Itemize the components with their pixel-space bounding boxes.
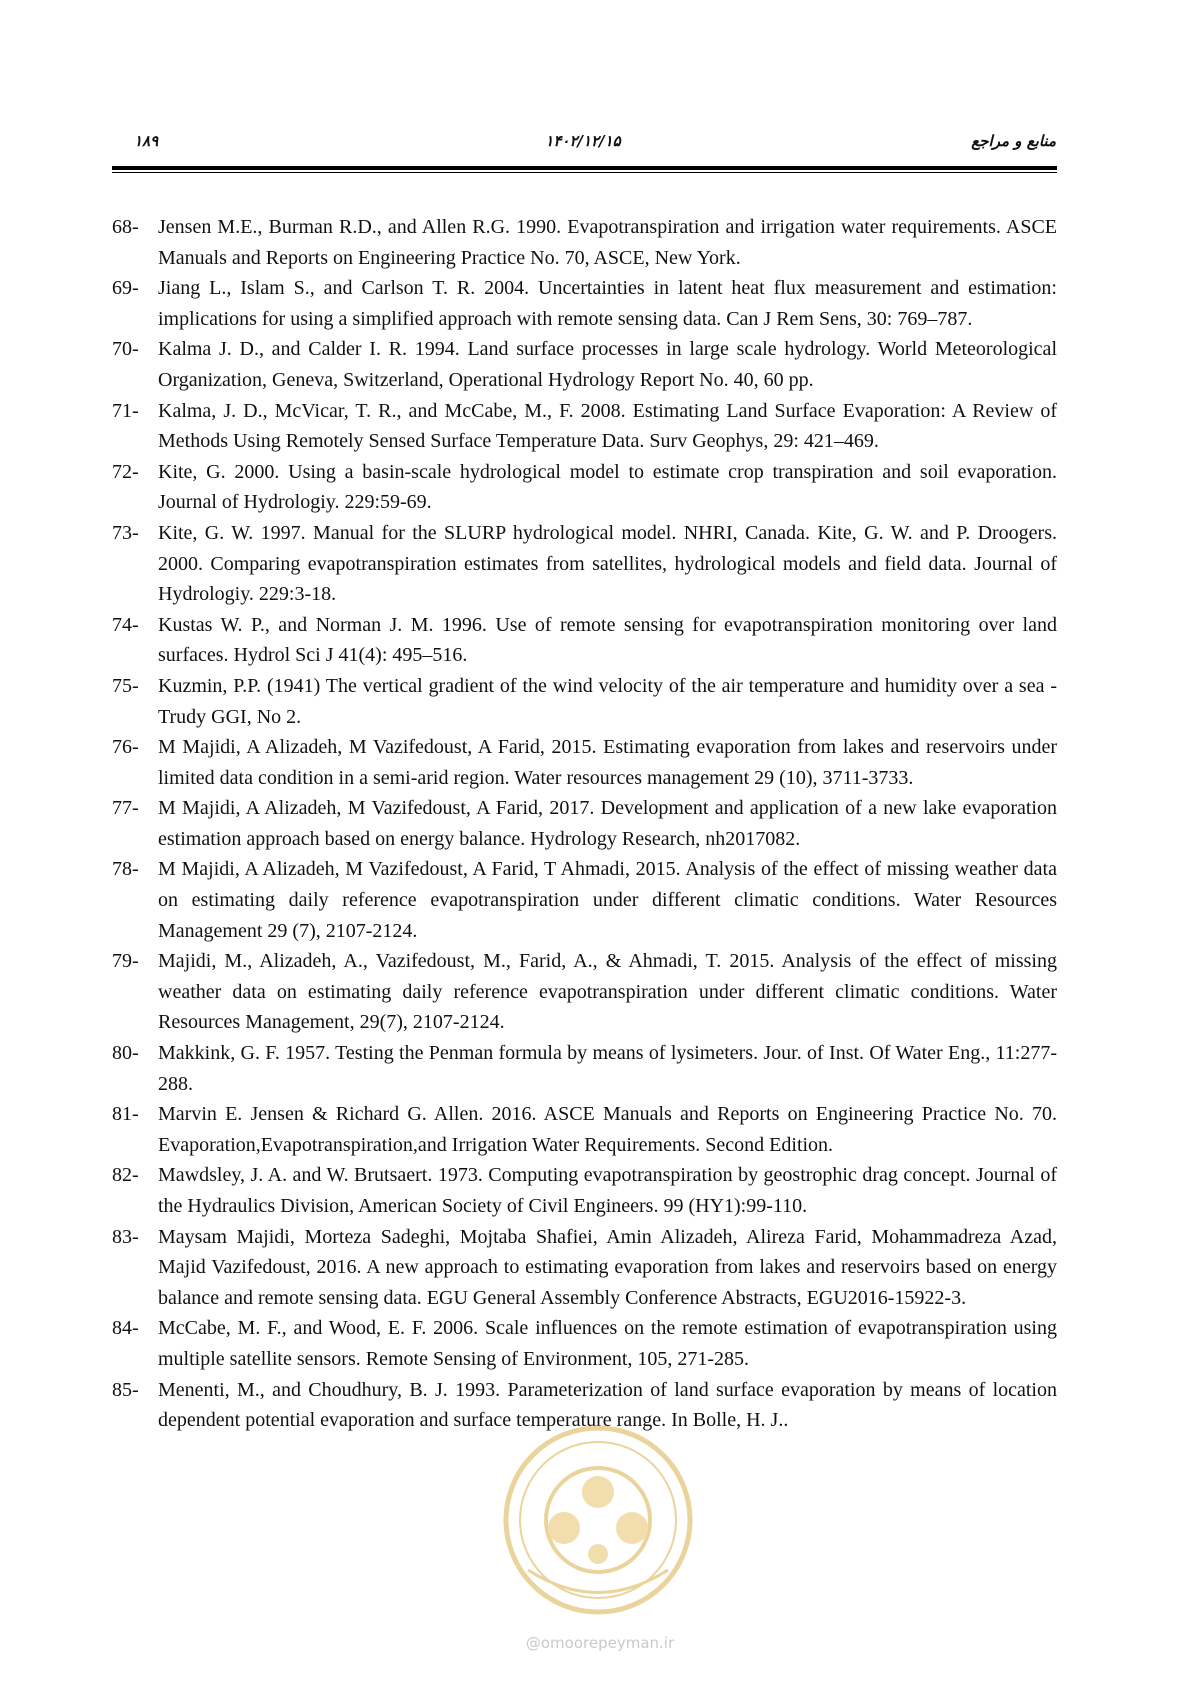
reference-number: 69- xyxy=(112,277,139,300)
reference-text: Makkink, G. F. 1957. Testing the Penman formula by means of lysimeters. Jour. of Inst. Of Water Eng., 11:277-288. xyxy=(158,1042,1057,1095)
reference-text: Kustas W. P., and Norman J. M. 1996. Use of remote sensing for evapotranspiration monitoring over land surfaces. Hydrol Sci J 41(4): 495–516. xyxy=(158,613,1057,667)
reference-text: Menenti, M., and Choudhury, B. J. 1993. Parameterization of land surface evaporation by means of location dependent potential evaporation and surface temperature range. In Bolle, H. J.. xyxy=(158,1378,1057,1432)
reference-item xyxy=(112,1099,1057,1160)
reference-number: 78- xyxy=(112,858,139,881)
reference-text: M Majidi, A Alizadeh, M Vazifedoust, A Farid, T Ahmadi, 2015. Analysis of the effect of missing weather data on estimating daily reference evapotranspiration under different climatic conditions. Water Resources Management 29 (7), 2107-2124. xyxy=(158,858,1057,942)
watermark-seal-icon xyxy=(498,1420,698,1620)
reference-text: Kite, G. W. 1997. Manual for the SLURP hydrological model. NHRI, Canada. Kite, G. W. and P. Droogers. 2000. Comparing evapotranspiration estimates from satellites, hydrological models and field data. Journal of Hydrologiy. 229:3-18. xyxy=(158,521,1057,606)
reference-text: Mawdsley, J. A. and W. Brutsaert. 1973. Computing evapotranspiration by geostrophic drag concept. Journal of the Hydraulics Division, American Society of Civil Engineers. 99 (HY1):99-110. xyxy=(158,1164,1057,1217)
reference-text: Kalma, J. D., McVicar, T. R., and McCabe, M., F. 2008. Estimating Land Surface Evaporation: A Review of Methods Using Remotely Sensed Surface Temperature Data. Surv Geophys, 29: 421–469. xyxy=(158,399,1057,453)
reference-number: 76- xyxy=(112,736,139,759)
reference-item xyxy=(112,334,1057,395)
reference-item xyxy=(112,273,1057,334)
reference-number: 80- xyxy=(112,1042,139,1065)
header-date: ۱۴۰۲/۱۲/۱۵ xyxy=(545,132,621,150)
reference-text: Marvin E. Jensen & Richard G. Allen. 2016. ASCE Manuals and Reports on Engineering Practice No. 70. Evaporation,Evapotranspiration,and Irrigation Water Requirements. Second Edition. xyxy=(158,1103,1057,1156)
reference-text: Jiang L., Islam S., and Carlson T. R. 2004. Uncertainties in latent heat flux measurement and estimation: implications for using a simplified approach with remote sensing data. Can J Rem Sens, 30: 769–787. xyxy=(158,277,1057,330)
reference-number: 68- xyxy=(112,216,139,238)
reference-text: Kuzmin, P.P. (1941) The vertical gradient of the wind velocity of the air temperature and humidity over a sea - Trudy GGI, No 2. xyxy=(158,674,1057,728)
reference-number: 70- xyxy=(112,338,139,361)
reference-text: Kite, G. 2000. Using a basin-scale hydrological model to estimate crop transpiration and soil evaporation. Journal of Hydrologiy. 229:59-69. xyxy=(158,460,1057,514)
reference-number: 75- xyxy=(112,674,139,697)
reference-text: M Majidi, A Alizadeh, M Vazifedoust, A Farid, 2017. Development and application of a new lake evaporation estimation approach based on energy balance. Hydrology Research, nh2017082. xyxy=(158,797,1057,850)
reference-item xyxy=(112,610,1057,671)
header-rule xyxy=(112,166,1057,173)
reference-number: 83- xyxy=(112,1225,139,1248)
reference-text: Majidi, M., Alizadeh, A., Vazifedoust, M., Farid, A., & Ahmadi, T. 2015. Analysis of the effect of missing weather data on estimating daily reference evapotranspiration under different climatic conditions. Water Resources Management, 29(7), 2107-2124. xyxy=(158,950,1057,1034)
reference-number: 77- xyxy=(112,797,139,820)
watermark-site: @omoorepeyman.ir xyxy=(525,1634,675,1652)
reference-item xyxy=(112,854,1057,946)
reference-number: 74- xyxy=(112,613,139,636)
reference-item xyxy=(112,732,1057,793)
reference-text: Jensen M.E., Burman R.D., and Allen R.G. 1990. Evapotranspiration and irrigation water requirements. ASCE Manuals and Reports on Engineering Practice No. 70, ASCE, New York. xyxy=(158,216,1057,269)
reference-number: 79- xyxy=(112,950,139,973)
reference-item xyxy=(112,396,1057,457)
reference-item xyxy=(112,793,1057,854)
reference-number: 82- xyxy=(112,1164,139,1187)
reference-text: McCabe, M. F., and Wood, E. F. 2006. Scale influences on the remote estimation of evapotranspiration using multiple satellite sensors. Remote Sensing of Environment, 105, 271-285. xyxy=(158,1317,1057,1370)
reference-item xyxy=(112,946,1057,1038)
reference-number: 71- xyxy=(112,399,139,422)
reference-number: 81- xyxy=(112,1103,139,1126)
reference-item xyxy=(112,1222,1057,1314)
reference-item xyxy=(112,671,1057,732)
reference-item xyxy=(112,457,1057,518)
reference-item xyxy=(112,1313,1057,1374)
reference-number: 85- xyxy=(112,1378,139,1401)
reference-number: 84- xyxy=(112,1317,139,1340)
reference-item xyxy=(112,518,1057,610)
reference-item xyxy=(112,1160,1057,1221)
reference-text: M Majidi, A Alizadeh, M Vazifedoust, A Farid, 2015. Estimating evaporation from lakes and reservoirs under limited data condition in a semi-arid region. Water resources management 29 (10), 3711-3733. xyxy=(158,736,1057,789)
reference-text: Kalma J. D., and Calder I. R. 1994. Land surface processes in large scale hydrology. World Meteorological Organization, Geneva, Switzerland, Operational Hydrology Report No. 40, 60 pp. xyxy=(158,338,1057,391)
reference-text: Maysam Majidi, Morteza Sadeghi, Mojtaba Shafiei, Amin Alizadeh, Alireza Farid, Mohammadreza Azad, Majid Vazifedoust, 2016. A new approach to estimating evaporation from lakes and reservoirs based on energy balance and remote sensing data. EGU General Assembly Conference Abstracts, EGU2016-15922-3. xyxy=(158,1225,1057,1309)
reference-list xyxy=(112,212,1057,1436)
section-title: منابع و مراجع xyxy=(971,132,1056,150)
page-number: ۱۸۹ xyxy=(134,132,159,150)
reference-number: 72- xyxy=(112,460,139,483)
reference-item xyxy=(112,212,1057,273)
reference-number: 73- xyxy=(112,521,139,544)
page-header xyxy=(110,128,1056,154)
reference-item xyxy=(112,1038,1057,1099)
